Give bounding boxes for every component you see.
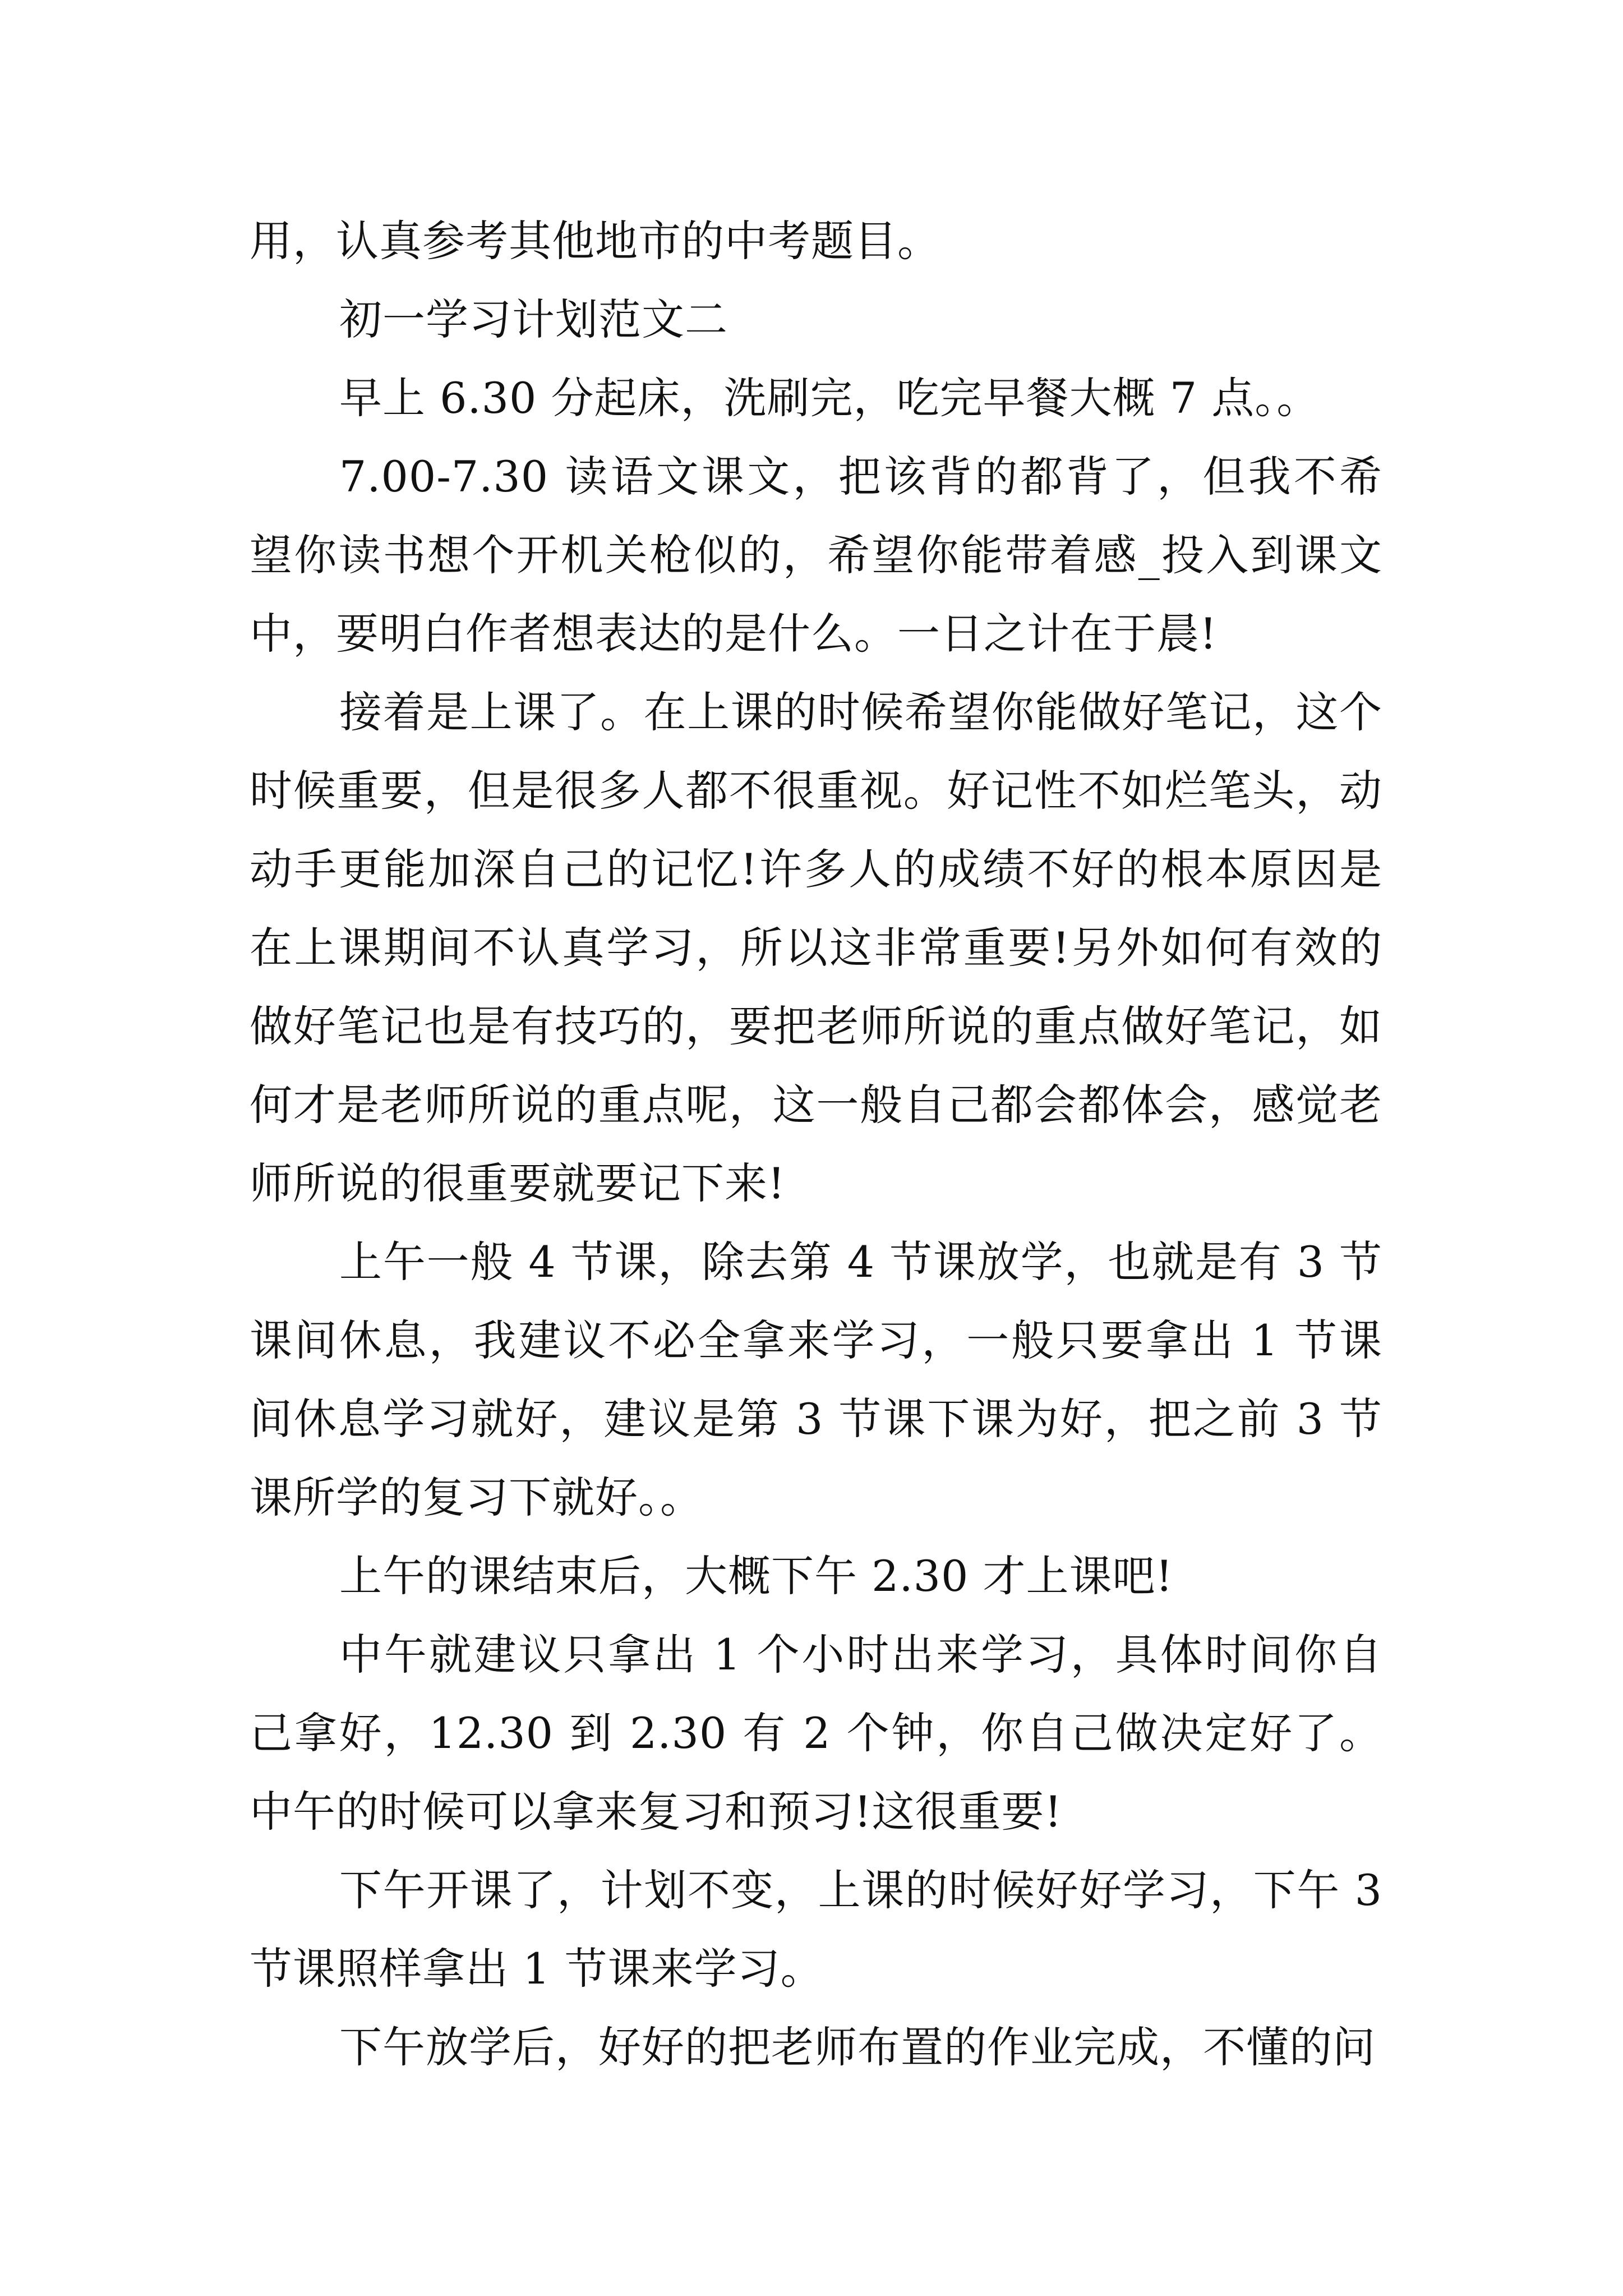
paragraph: 下午开课了，计划不变，上课的时候好好学习，下午 3 节课照样拿出 1 节课来学习。 xyxy=(250,1865,1382,1994)
paragraph-continuation: 用，认真参考其他地市的中考题目。 xyxy=(250,216,940,266)
paragraph: 早上 6.30 分起床，洗刷完，吃完早餐大概 7 点。。 xyxy=(339,373,1320,423)
document-body xyxy=(250,202,1382,2087)
paragraph: 接着是上课了。在上课的时候希望你能做好笔记，这个时候重要，但是很多人都不很重视。好记性不如烂笔头，动动手更能加深自己的记忆!许多人的成绩不好的根本原因是在上课期间不认真学习，所以这非常重要!另外如何有效的做好笔记也是有技巧的，要把老师所说的重点做好笔记，如何才是老师所说的重点呢，这一般自己都会都体会，感觉老师所说的很重要就要记下来! xyxy=(250,687,1382,1208)
paragraph: 下午放学后，好好的把老师布置的作业完成，不懂的问 xyxy=(339,2022,1376,2072)
paragraph: 上午一般 4 节课，除去第 4 节课放学，也就是有 3 节课间休息，我建议不必全拿来学习，一般只要拿出 1 节课间休息学习就好，建议是第 3 节课下课为好，把之前 3 节课所学的复习下就好。。 xyxy=(250,1237,1382,1522)
paragraph: 7.00-7.30 读语文课文，把该背的都背了，但我不希望你读书想个开机关枪似的，希望你能带着感_投入到课文中，要明白作者想表达的是什么。一日之计在于晨! xyxy=(250,452,1382,659)
paragraph: 中午就建议只拿出 1 个小时出来学习，具体时间你自己拿好，12.30 到 2.30 有 2 个钟，你自己做决定好了。中午的时候可以拿来复习和预习!这很重要! xyxy=(250,1630,1382,1837)
paragraph: 上午的课结束后，大概下午 2.30 才上课吧! xyxy=(339,1551,1174,1601)
section-heading: 初一学习计划范文二 xyxy=(339,295,728,344)
